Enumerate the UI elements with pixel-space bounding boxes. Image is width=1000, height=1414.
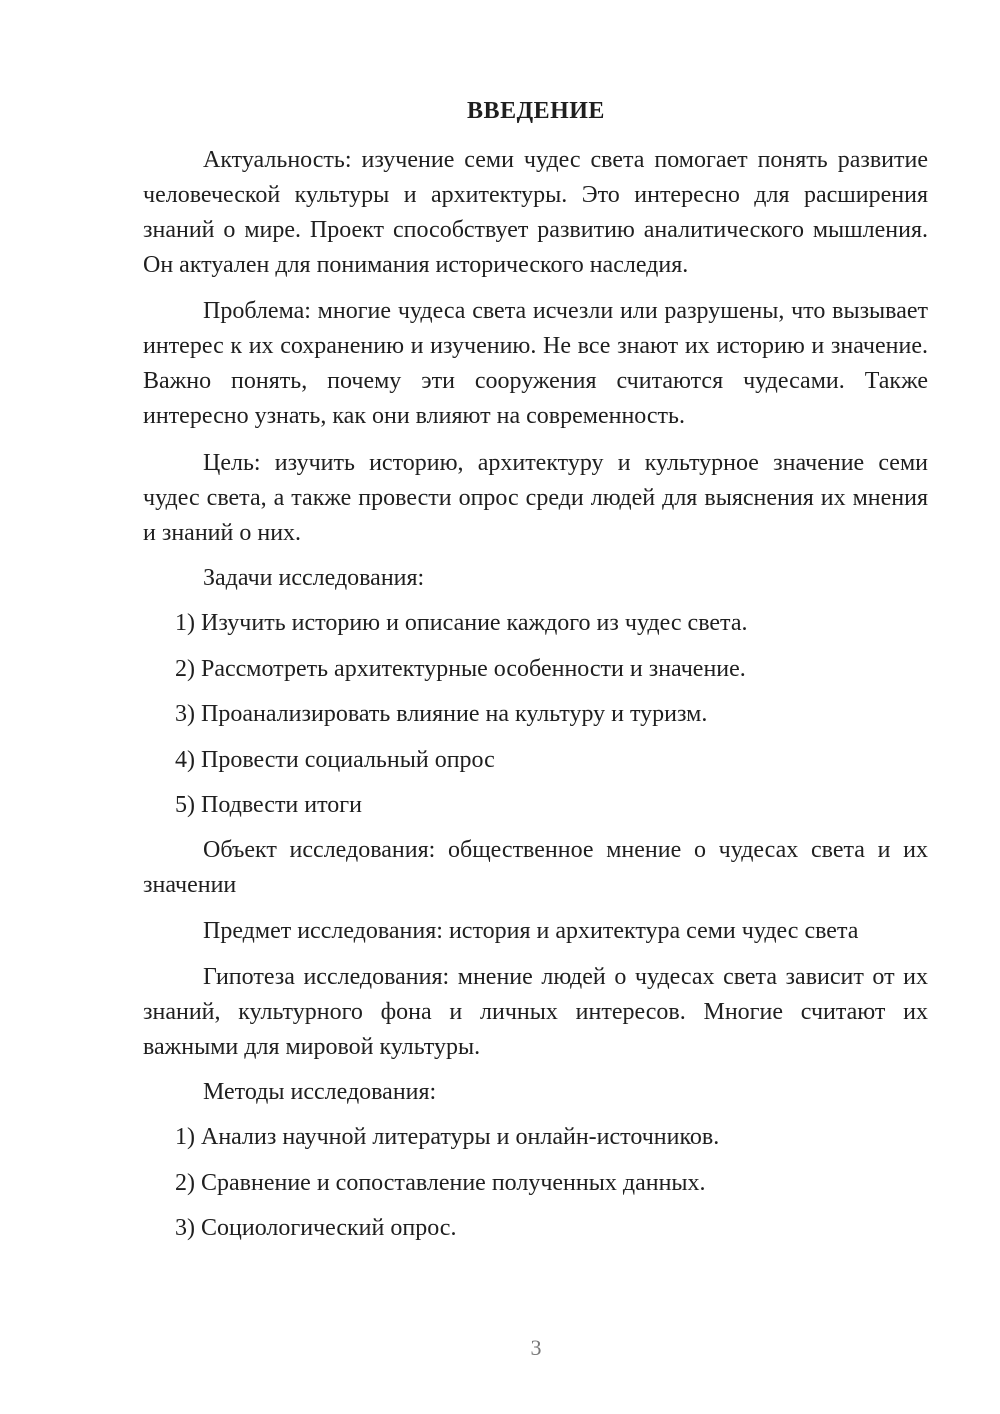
- methods-heading: Методы исследования:: [203, 1079, 437, 1105]
- task-item: 1) Изучить историю и описание каждого из чудес света.: [175, 610, 748, 636]
- method-item: 3) Социологический опрос.: [175, 1215, 457, 1241]
- relevance-paragraph: Актуальность: изучение семи чудес света помогает понять развитие человеческой культуры и архитектуры. Это интересно для расширения знаний о мире. Проект способствует развитию аналитического мышления. Он актуален для понимания исторического наследия.: [143, 147, 928, 278]
- object-paragraph: Объект исследования: общественное мнение о чудесах света и их значении: [143, 837, 928, 898]
- hypothesis-paragraph: Гипотеза исследования: мнение людей о чудесах света зависит от их знаний, культурного фона и личных интересов. Многие считают их важными для мировой культуры.: [143, 964, 928, 1060]
- task-item: 3) Проанализировать влияние на культуру и туризм.: [175, 701, 708, 727]
- task-item: 2) Рассмотреть архитектурные особенности и значение.: [175, 656, 746, 682]
- task-item: 4) Провести социальный опрос: [175, 747, 495, 773]
- task-item: 5) Подвести итоги: [175, 792, 362, 818]
- problem-paragraph: Проблема: многие чудеса света исчезли или разрушены, что вызывает интерес к их сохранению и изучению. Не все знают их историю и значение. Важно понять, почему эти сооружения считаются чудесами. Также интересно узнать, как они влияют на современность.: [143, 298, 928, 429]
- method-item: 1) Анализ научной литературы и онлайн-источников.: [175, 1124, 720, 1150]
- subject-paragraph: Предмет исследования: история и архитектура семи чудес света: [203, 918, 859, 944]
- section-title: ВВЕДЕНИЕ: [467, 98, 605, 124]
- page-number: 3: [530, 1335, 542, 1360]
- method-item: 2) Сравнение и сопоставление полученных данных.: [175, 1170, 706, 1196]
- tasks-heading: Задачи исследования:: [203, 565, 425, 591]
- goal-paragraph: Цель: изучить историю, архитектуру и культурное значение семи чудес света, а также провести опрос среди людей для выяснения их мнения и знаний о них.: [143, 450, 928, 546]
